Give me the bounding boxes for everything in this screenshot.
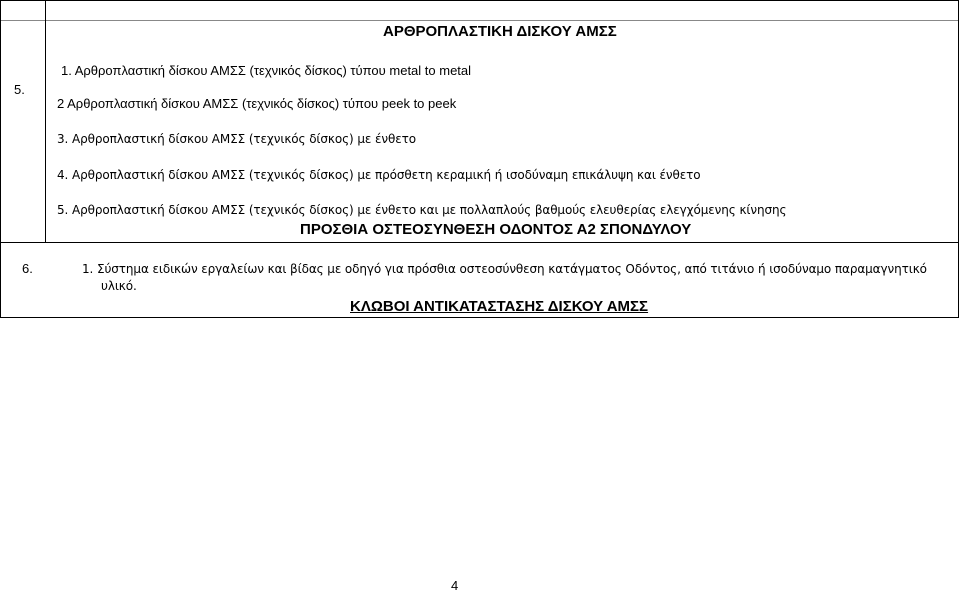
section-heading-odontoid-osteosynthesis: ΠΡΟΣΘΙΑ ΟΣΤΕΟΣΥΝΘΕΣΗ ΟΔΟΝΤΟΣ Α2 ΣΠΟΝΔΥΛΟΥ xyxy=(300,221,692,238)
list-item: 5. Αρθροπλαστική δίσκου ΑΜΣΣ (τεχνικός δίσκος) με ένθετο και με πολλαπλούς βαθμούς ελευθερίας ελεγχόμενης κίνησης xyxy=(57,203,787,217)
row-number-6: 6. xyxy=(22,261,33,276)
table-top-border xyxy=(0,0,959,1)
section-heading-disc-replacement-cages: ΚΛΩΒΟΙ ΑΝΤΙΚΑΤΑΣΤΑΣΗΣ ΔΙΣΚΟΥ ΑΜΣΣ xyxy=(350,298,649,315)
table-row5-bottom-border xyxy=(0,242,959,243)
list-item: 3. Αρθροπλαστική δίσκου ΑΜΣΣ (τεχνικός δίσκος) με ένθετο xyxy=(57,132,416,146)
list-item: 1. Αρθροπλαστική δίσκου ΑΜΣΣ (τεχνικός δίσκος) τύπου metal to metal xyxy=(61,63,472,78)
table-left-border xyxy=(0,0,1,318)
section-heading-disc-arthroplasty: ΑΡΘΡΟΠΛΑΣΤΙΚΗ ΔΙΣΚΟΥ ΑΜΣΣ xyxy=(383,23,617,40)
list-item: 1. Σύστημα ειδικών εργαλείων και βίδας με οδηγό για πρόσθια οστεοσύνθεση κατάγματος Οδόντος, από τιτάνιο ή ισοδύναμο παραμαγνητικό xyxy=(82,262,927,276)
table-column-divider xyxy=(45,0,46,242)
list-item: 2 Αρθροπλαστική δίσκου ΑΜΣΣ (τεχνικός δίσκος) τύπου peek to peek xyxy=(57,96,457,111)
row-number-5: 5. xyxy=(14,82,25,97)
table-header-divider xyxy=(0,20,959,21)
page-number: 4 xyxy=(451,578,459,593)
list-item: 4. Αρθροπλαστική δίσκου ΑΜΣΣ (τεχνικός δίσκος) με πρόσθετη κεραμική ή ισοδύναμη επικάλυψη και ένθετο xyxy=(57,168,701,182)
list-item-continuation: υλικό. xyxy=(101,279,137,293)
table-row6-bottom-border xyxy=(0,317,959,318)
